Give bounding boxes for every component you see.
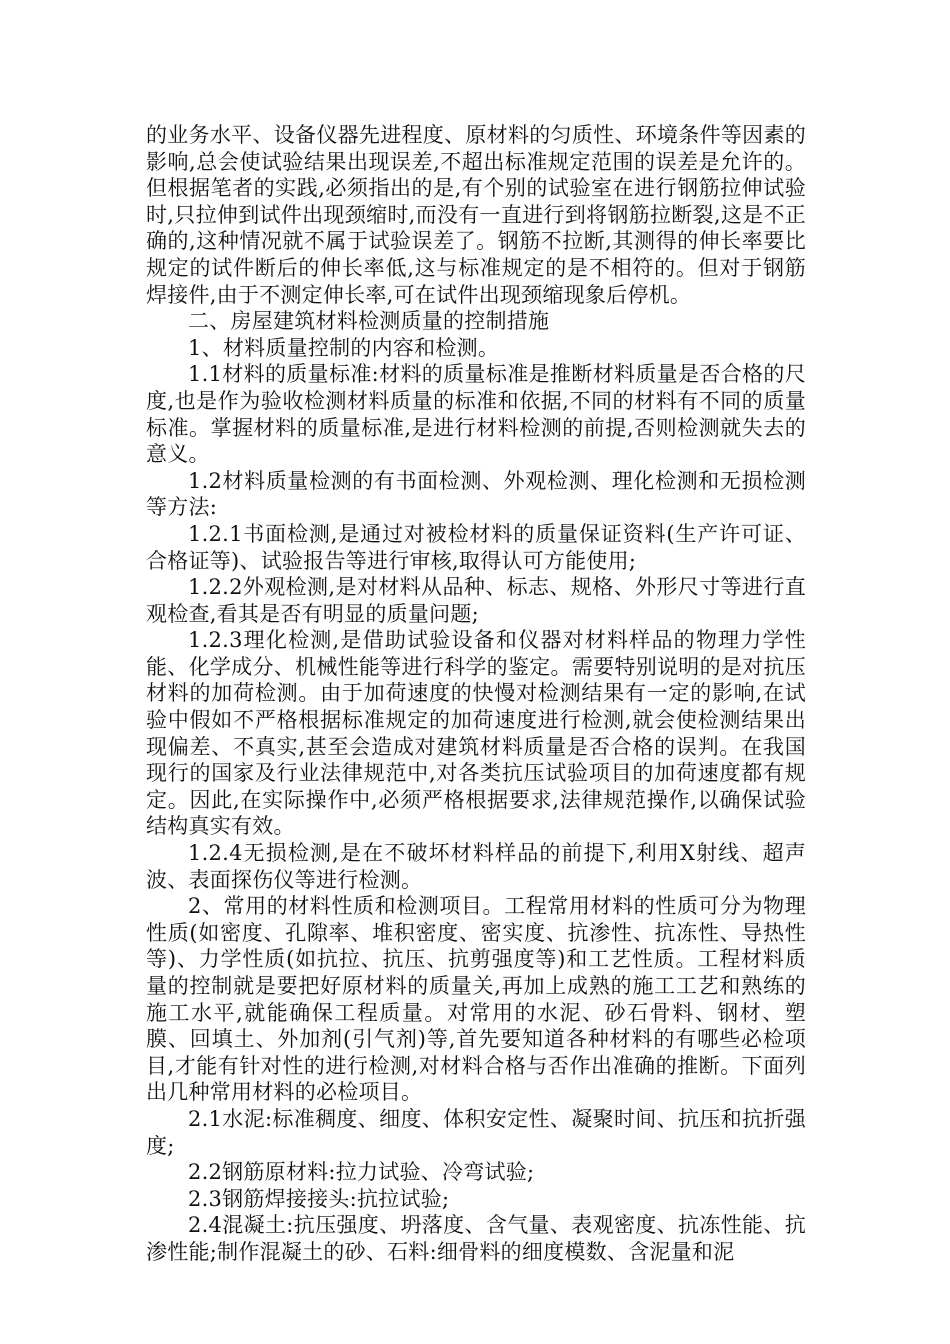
paragraph-continuation: 的业务水平、设备仪器先进程度、原材料的匀质性、环境条件等因素的影响,总会使试验结果出现误差,不超出标准规定范围的误差是允许的。但根据笔者的实践,必须指出的是,有个别的试验室在进行钢筋拉伸试验时,只拉伸到试件出现颈缩时,而没有一直进行到将钢筋拉断裂,这是不正确的,这种情况就不属于试验误差了。钢筋不拉断,其测得的伸长率要比规定的试件断后的伸长率低,这与标准规定的是不相符的。但对于钢筋焊接件,由于不测定伸长率,可在试件出现颈缩现象后停机。 bbox=[146, 123, 806, 307]
subsection-heading: 1、材料质量控制的内容和检测。 bbox=[188, 335, 500, 360]
paragraph-2-1: 2.1水泥:标准稠度、细度、体积安定性、凝聚时间、抗压和抗折强度; bbox=[146, 1106, 806, 1158]
paragraph-2-3: 2.3钢筋焊接接头:抗拉试验; bbox=[188, 1186, 450, 1211]
paragraph-1-2-3: 1.2.3理化检测,是借助试验设备和仪器对材料样品的物理力学性能、化学成分、机械性能等进行科学的鉴定。需要特别说明的是对抗压材料的加荷检测。由于加荷速度的快慢对检测结果有一定的影响,在试验中假如不严格根据标准规定的加荷速度进行检测,就会使检测结果出现偏差、不真实,甚至会造成对建筑材料质量是否合格的误判。在我国现行的国家及行业法律规范中,对各类抗压试验项目的加荷速度都有规定。因此,在实际操作中,必须严格根据要求,法律规范操作,以确保试验结构真实有效。 bbox=[146, 628, 806, 839]
paragraph-2: 2、常用的材料性质和检测项目。工程常用材料的性质可分为物理性质(如密度、孔隙率、堆积密度、密实度、抗渗性、抗冻性、导热性等)、力学性质(如抗拉、抗压、抗剪强度等)和工艺性质。工程材料质量的控制就是要把好原材料的质量关,再加上成熟的施工工艺和熟练的施工水平,就能确保工程质量。对常用的水泥、砂石骨料、钢材、塑膜、回填土、外加剂(引气剂)等,首先要知道各种材料的有哪些必检项目,才能有针对性的进行检测,对材料合格与否作出准确的推断。下面列出几种常用材料的必检项目。 bbox=[146, 894, 806, 1105]
paragraph-1-2-2: 1.2.2外观检测,是对材料从品种、标志、规格、外形尺寸等进行直观检查,看其是否有明显的质量问题; bbox=[146, 575, 806, 626]
section-heading: 二、房屋建筑材料检测质量的控制措施 bbox=[188, 309, 550, 334]
paragraph-1-2-1: 1.2.1书面检测,是通过对被检材料的质量保证资料(生产许可证、合格证等)、试验报告等进行审核,取得认可方能使用; bbox=[146, 521, 806, 573]
paragraph-1-2: 1.2材料质量检测的有书面检测、外观检测、理化检测和无损检测等方法: bbox=[146, 468, 806, 520]
document-body bbox=[146, 122, 806, 1266]
paragraph-2-4: 2.4混凝土:抗压强度、坍落度、含气量、表观密度、抗冻性能、抗渗性能;制作混凝土的砂、石料:细骨料的细度模数、含泥量和泥 bbox=[146, 1213, 806, 1264]
paragraph-1-1: 1.1材料的质量标准:材料的质量标准是推断材料质量是否合格的尺度,也是作为验收检测材料质量的标准和依据,不同的材料有不同的质量标准。掌握材料的质量标准,是进行材料检测的前提,否则检测就失去的意义。 bbox=[146, 362, 806, 467]
paragraph-1-2-4: 1.2.4无损检测,是在不破坏材料样品的前提下,利用X射线、超声波、表面探伤仪等进行检测。 bbox=[146, 841, 806, 892]
paragraph-2-2: 2.2钢筋原材料:拉力试验、冷弯试验; bbox=[188, 1160, 535, 1185]
